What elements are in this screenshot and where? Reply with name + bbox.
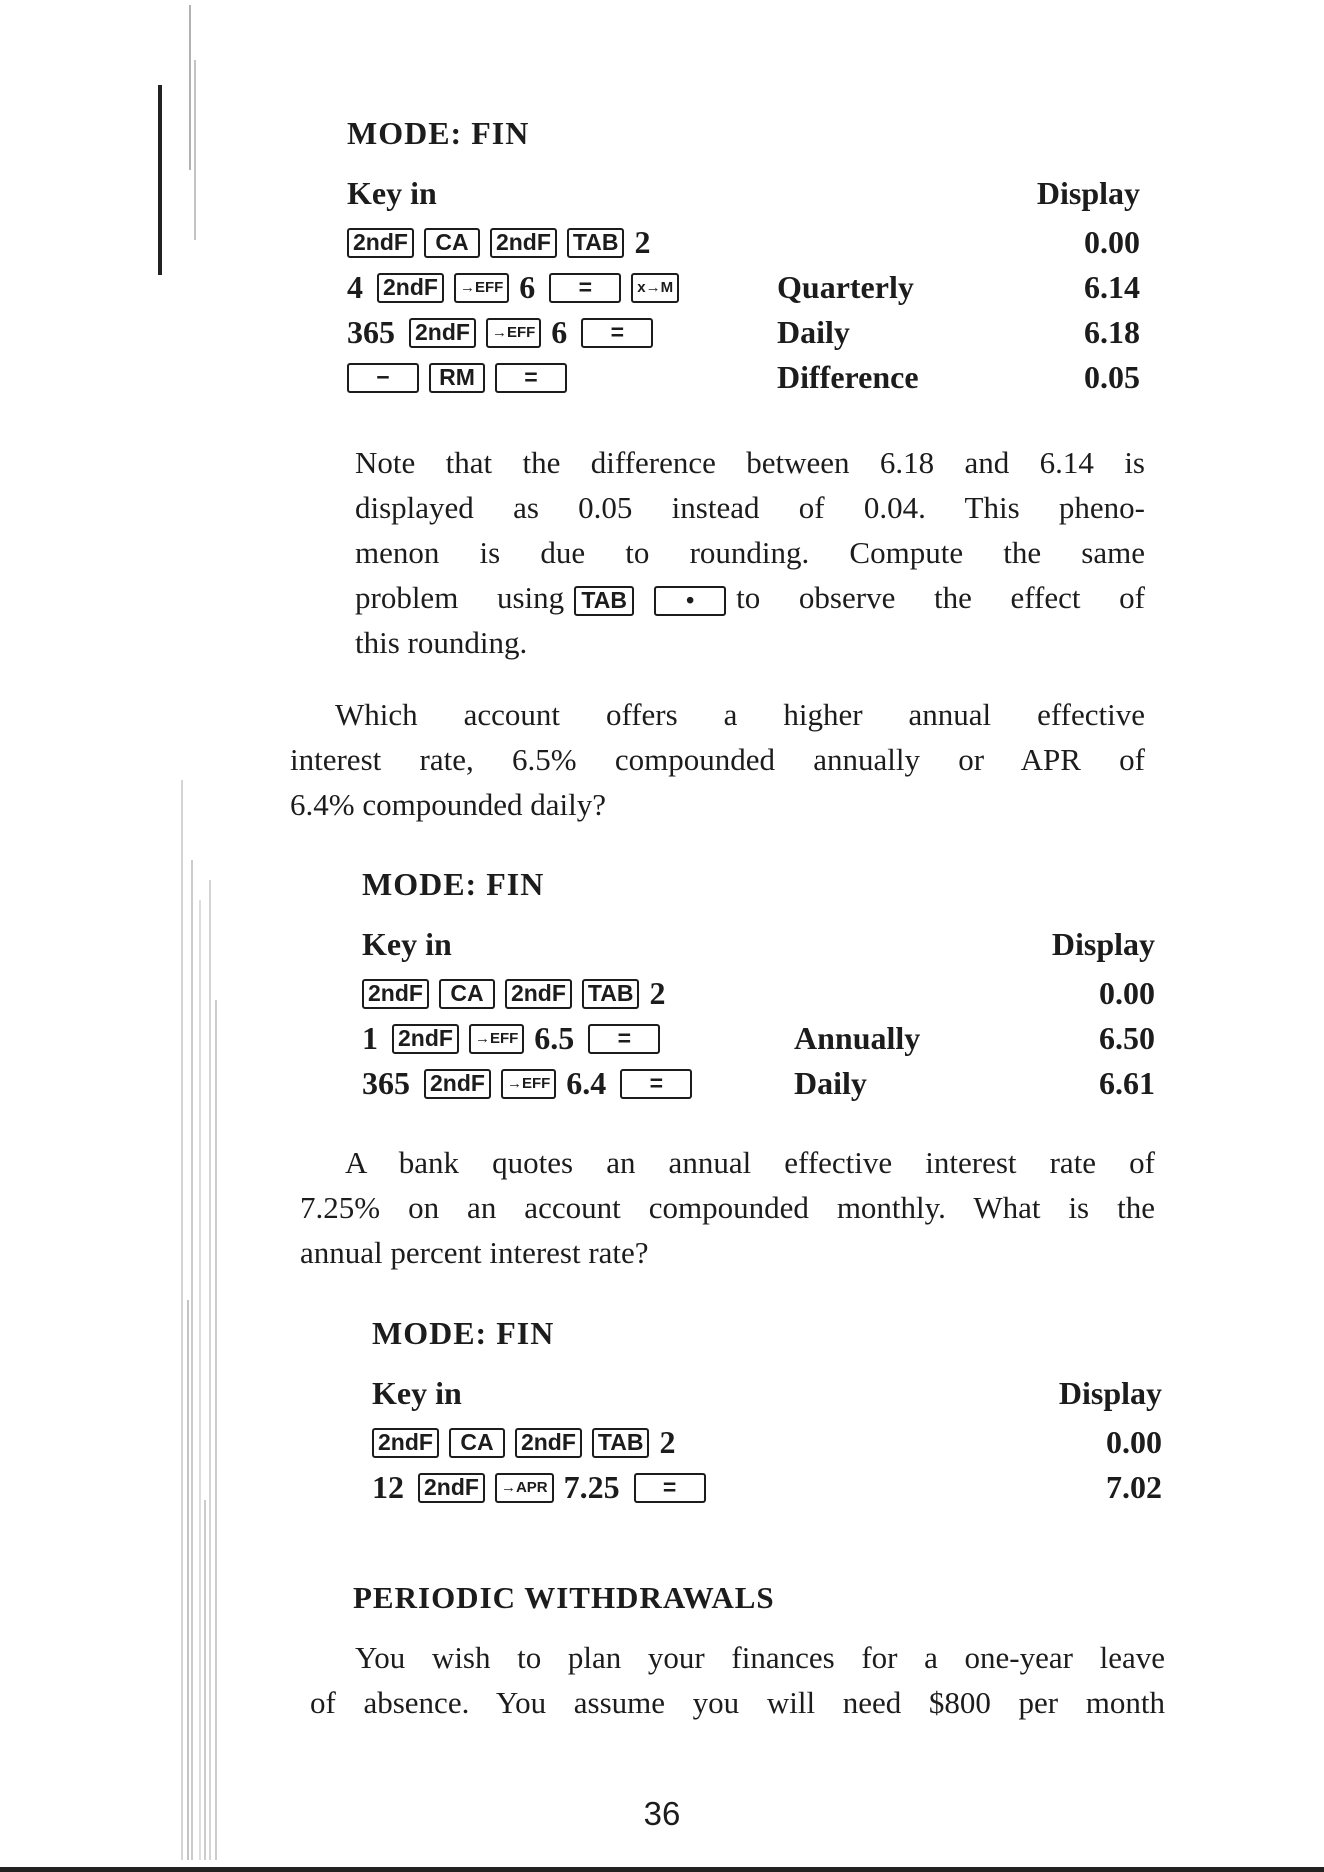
calculator-key: TAB <box>567 228 625 258</box>
example-2 <box>362 866 1155 1106</box>
example-1 <box>347 115 1140 400</box>
question-line: 6.4% compounded daily? <box>290 787 606 822</box>
decimal-point-key: • <box>654 586 726 616</box>
bottom-rule <box>0 1867 1324 1872</box>
keystroke-row <box>362 1016 1155 1061</box>
calculator-key: = <box>581 318 653 348</box>
calculator-key: = <box>634 1473 706 1503</box>
calculator-key: 2ndF <box>409 318 476 348</box>
keystroke-row <box>347 265 1140 310</box>
numeric-entry: 365 <box>362 1065 410 1101</box>
display-header: Display <box>1058 1375 1162 1411</box>
keyin-header: Key in <box>362 926 452 962</box>
calculator-key: RM <box>429 363 485 393</box>
display-value: 0.00 <box>1084 224 1140 260</box>
key-sequence <box>347 363 577 393</box>
keystroke-row <box>362 971 1155 1016</box>
calculator-key: CA <box>439 979 495 1009</box>
scan-binding-edge <box>150 0 230 1872</box>
calculator-key: 2ndF <box>424 1069 491 1099</box>
calculator-key: = <box>588 1024 660 1054</box>
numeric-entry: 2 <box>649 975 666 1011</box>
note-line: Note that the difference between 6.18 and 6.14 is <box>355 445 1145 480</box>
key-sequence <box>362 1020 670 1057</box>
key-sequence <box>372 1469 716 1506</box>
display-header: Display <box>1036 175 1140 211</box>
display-value: 0.00 <box>1099 975 1155 1011</box>
keystroke-row <box>347 310 1140 355</box>
numeric-entry: 6 <box>519 269 536 305</box>
calculator-key: 2ndF <box>392 1024 459 1054</box>
key-sequence <box>372 1424 689 1461</box>
question-2-paragraph <box>300 1140 1155 1275</box>
question-line: interest rate, 6.5% compounded annually or APR of <box>290 742 1145 777</box>
numeric-entry: 6 <box>551 314 568 350</box>
numeric-entry: 1 <box>362 1020 378 1056</box>
note-text: to observe the effect of <box>736 580 1145 615</box>
note-line-with-keys <box>355 575 1145 620</box>
table-header <box>372 1375 1162 1415</box>
question-1-paragraph <box>290 692 1145 827</box>
keystroke-row <box>347 220 1140 265</box>
keystroke-row <box>347 355 1140 400</box>
numeric-entry: 7.25 <box>563 1469 620 1505</box>
key-sequence <box>347 224 664 261</box>
question-line: Which account offers a higher annual effective <box>335 697 1145 732</box>
numeric-entry: 6.5 <box>534 1020 575 1056</box>
calculator-key: 2ndF <box>377 273 444 303</box>
note-line: displayed as 0.05 instead of 0.04. This pheno- <box>355 490 1145 525</box>
mode-label: MODE: FIN <box>347 115 530 151</box>
display-value: 6.50 <box>1099 1020 1155 1056</box>
numeric-entry: 365 <box>347 314 395 350</box>
key-sequence <box>362 1065 702 1102</box>
numeric-entry: 6.4 <box>566 1065 607 1101</box>
display-header: Display <box>1051 926 1155 962</box>
section-heading: PERIODIC WITHDRAWALS <box>353 1580 775 1615</box>
question-line: annual percent interest rate? <box>300 1235 649 1270</box>
calculator-key: 2ndF <box>418 1473 485 1503</box>
keystroke-table <box>347 220 1140 400</box>
calculator-key: 2ndF <box>372 1428 439 1458</box>
example-3 <box>372 1315 1162 1510</box>
row-label: Annually <box>794 1020 921 1056</box>
calculator-key: →APR <box>495 1473 554 1503</box>
key-sequence <box>347 269 689 306</box>
question-line: A bank quotes an annual effective interest rate of <box>345 1145 1155 1180</box>
numeric-entry: 12 <box>372 1469 404 1505</box>
calculator-key: 2ndF <box>490 228 557 258</box>
calculator-key: →EFF <box>501 1069 556 1099</box>
numeric-entry: 2 <box>659 1424 676 1460</box>
mode-label: MODE: FIN <box>372 1315 555 1351</box>
display-value: 7.02 <box>1106 1469 1162 1505</box>
calculator-key: 2ndF <box>347 228 414 258</box>
mode-label: MODE: FIN <box>362 866 545 902</box>
calculator-key: 2ndF <box>362 979 429 1009</box>
calculator-key: x→M <box>631 273 679 303</box>
note-line: menon is due to rounding. Compute the same <box>355 535 1145 570</box>
page-number: 36 <box>643 1795 681 1832</box>
keystroke-table <box>372 1420 1162 1510</box>
row-label: Daily <box>794 1065 867 1101</box>
note-paragraph <box>355 440 1145 665</box>
calculator-key: = <box>495 363 567 393</box>
calculator-key: →EFF <box>454 273 509 303</box>
calculator-key: TAB <box>592 1428 650 1458</box>
numeric-entry: 2 <box>634 224 651 260</box>
calculator-key: 2ndF <box>505 979 572 1009</box>
table-header <box>347 175 1140 215</box>
calculator-key: = <box>549 273 621 303</box>
section-line: You wish to plan your finances for a one-year leave <box>355 1640 1165 1675</box>
section-line: of absence. You assume you will need $800 per month <box>310 1685 1165 1720</box>
note-line: this rounding. <box>355 625 528 660</box>
note-text: problem using <box>355 580 565 615</box>
display-value: 6.61 <box>1099 1065 1155 1101</box>
calculator-key: − <box>347 363 419 393</box>
key-sequence <box>362 975 679 1012</box>
row-label: Difference <box>777 359 919 395</box>
keyin-header: Key in <box>347 175 437 211</box>
keyin-header: Key in <box>372 1375 462 1411</box>
calculator-key: →EFF <box>469 1024 524 1054</box>
row-label: Quarterly <box>777 269 914 305</box>
calculator-key: →EFF <box>486 318 541 348</box>
numeric-entry: 4 <box>347 269 363 305</box>
row-label: Daily <box>777 314 850 350</box>
keystroke-row <box>372 1420 1162 1465</box>
calculator-key: = <box>620 1069 692 1099</box>
question-line: 7.25% on an account compounded monthly. What is the <box>300 1190 1155 1225</box>
keystroke-table <box>362 971 1155 1106</box>
calculator-key: TAB <box>582 979 640 1009</box>
table-header <box>362 926 1155 966</box>
display-value: 6.14 <box>1084 269 1140 305</box>
display-value: 0.05 <box>1084 359 1140 395</box>
keystroke-row <box>362 1061 1155 1106</box>
calculator-key: CA <box>449 1428 505 1458</box>
section-paragraph <box>310 1635 1165 1725</box>
calculator-key: CA <box>424 228 480 258</box>
display-value: 6.18 <box>1084 314 1140 350</box>
tab-key: TAB <box>574 586 634 616</box>
keystroke-row <box>372 1465 1162 1510</box>
calculator-key: 2ndF <box>515 1428 582 1458</box>
display-value: 0.00 <box>1106 1424 1162 1460</box>
key-sequence <box>347 314 663 351</box>
